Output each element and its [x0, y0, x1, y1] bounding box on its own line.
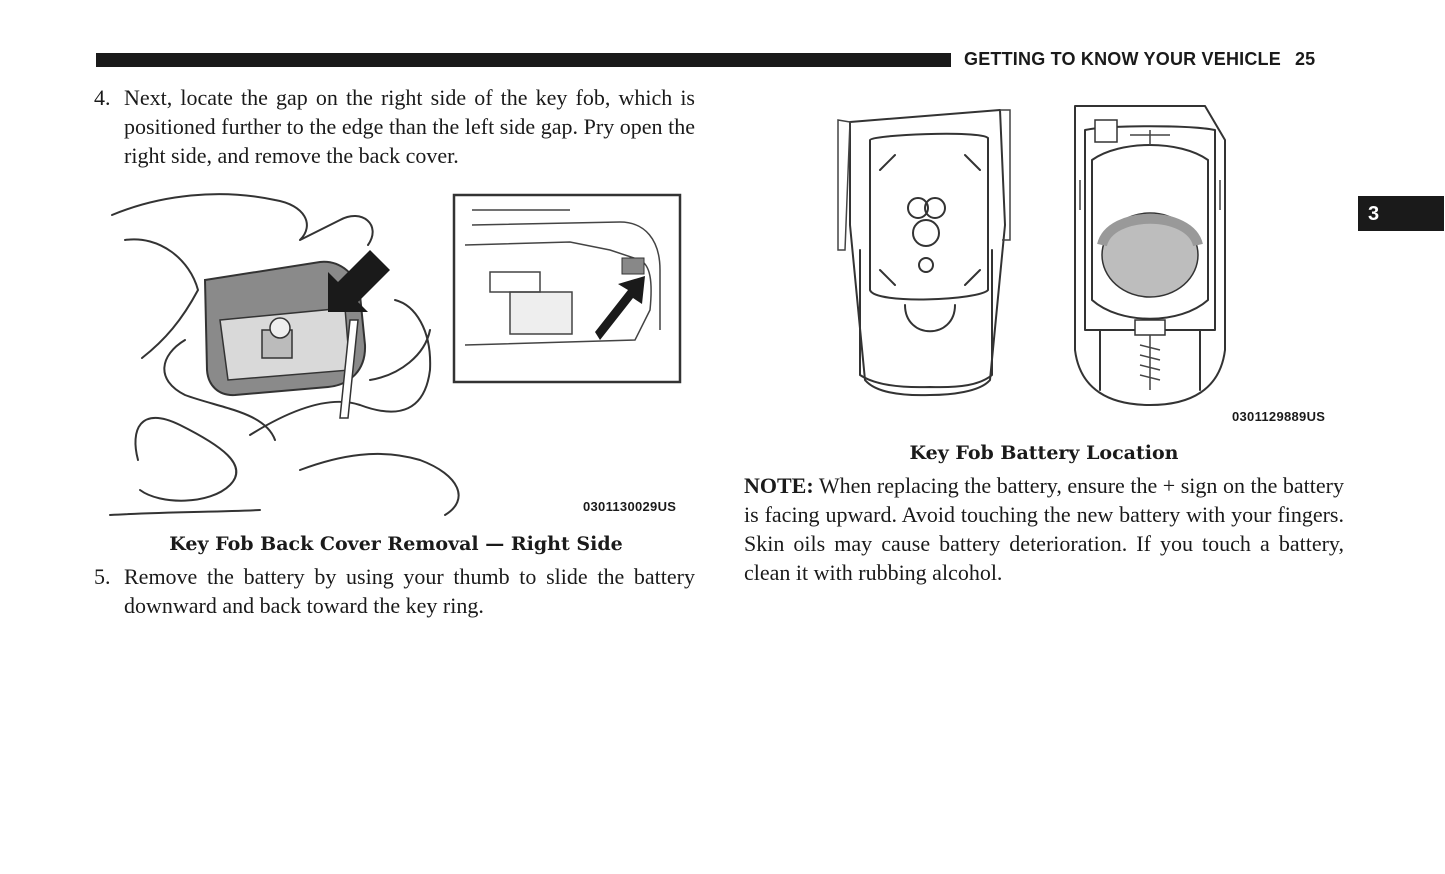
figure-caption: Key Fob Battery Location [909, 442, 1179, 464]
fob-cover-half [838, 110, 1010, 395]
step-5 [94, 562, 695, 620]
note-paragraph [744, 471, 1344, 587]
back-cover-removal-illustration [100, 180, 700, 525]
fob-battery-half [1075, 106, 1225, 405]
note-text: When replacing the battery, ensure the + sign on the battery is facing upward. Avoid touching the new battery with your fingers. Skin oils may cause battery deterioration. If you touch a battery, clean it with rubbing alcohol. [744, 473, 1344, 585]
step-4 [94, 83, 695, 170]
header-rule [96, 53, 951, 67]
step-number: 5. [94, 564, 111, 589]
battery-location-illustration [830, 100, 1250, 415]
section-title: GETTING TO KNOW YOUR VEHICLE [964, 49, 1281, 69]
running-header [964, 49, 1315, 70]
note-label: NOTE: [744, 473, 814, 498]
step-text: Next, locate the gap on the right side of the key fob, which is positioned further to the edge than the left side gap. Pry open the right side, and remove the back cover. [124, 85, 695, 168]
figure-code: 0301130029US [583, 499, 677, 514]
figure-code: 0301129889US [1232, 409, 1326, 424]
step-text: Remove the battery by using your thumb to slide the battery downward and back toward the key ring. [124, 564, 695, 618]
page-number: 25 [1294, 49, 1316, 69]
step-number: 4. [94, 85, 111, 110]
figure-caption: Key Fob Back Cover Removal — Right Side [169, 533, 623, 555]
hand-outline [112, 194, 373, 245]
chapter-tab: 3 [1358, 196, 1444, 231]
